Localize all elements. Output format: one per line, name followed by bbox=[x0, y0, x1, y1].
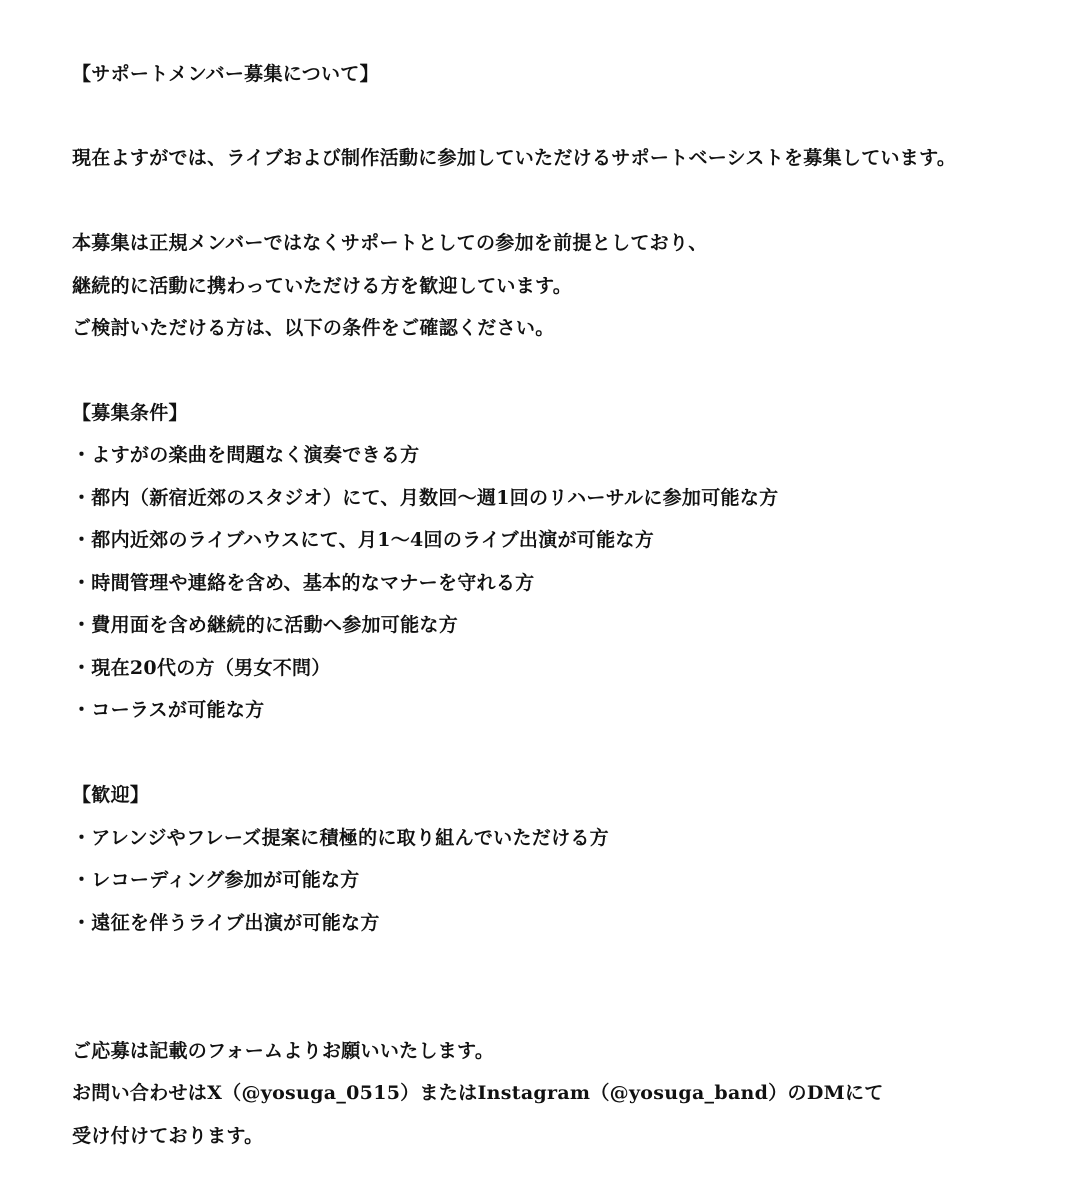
description-line: ご検討いただける方は、以下の条件をご確認ください。 bbox=[72, 317, 555, 339]
welcome-item: ・アレンジやフレーズ提案に積極的に取り組んでいただける方 bbox=[72, 827, 609, 849]
requirement-item: ・コーラスが可能な方 bbox=[72, 699, 265, 721]
description-line: 継続的に活動に携わっていただける方を歓迎しています。 bbox=[72, 275, 573, 297]
contact-line: ご応募は記載のフォームよりお願いいたします。 bbox=[72, 1040, 495, 1062]
welcome-item: ・レコーディング参加が可能な方 bbox=[72, 869, 360, 891]
requirement-item: ・現在20代の方（男女不問） bbox=[72, 657, 331, 679]
intro-paragraph: 現在よすがでは、ライブおよび制作活動に参加していただけるサポートベーシストを募集しています。 bbox=[72, 147, 957, 169]
document-title: 【サポートメンバー募集について】 bbox=[72, 63, 379, 85]
contact-line: お問い合わせはX（@yosuga_0515）またはInstagram（@yosuga_band）のDMにて bbox=[72, 1082, 884, 1104]
requirement-item: ・都内近郊のライブハウスにて、月1〜4回のライブ出演が可能な方 bbox=[72, 529, 654, 551]
welcome-item: ・遠征を伴うライブ出演が可能な方 bbox=[72, 912, 380, 934]
requirement-item: ・よすがの楽曲を問題なく演奏できる方 bbox=[72, 444, 420, 466]
requirements-heading: 【募集条件】 bbox=[72, 402, 188, 424]
requirement-item: ・時間管理や連絡を含め、基本的なマナーを守れる方 bbox=[72, 572, 535, 594]
welcome-heading: 【歓迎】 bbox=[72, 784, 150, 806]
requirement-item: ・都内（新宿近郊のスタジオ）にて、月数回〜週1回のリハーサルに参加可能な方 bbox=[72, 487, 779, 509]
requirement-item: ・費用面を含め継続的に活動へ参加可能な方 bbox=[72, 614, 459, 636]
contact-line: 受け付けております。 bbox=[72, 1125, 264, 1147]
description-line: 本募集は正規メンバーではなくサポートとしての参加を前提としており、 bbox=[72, 232, 708, 254]
